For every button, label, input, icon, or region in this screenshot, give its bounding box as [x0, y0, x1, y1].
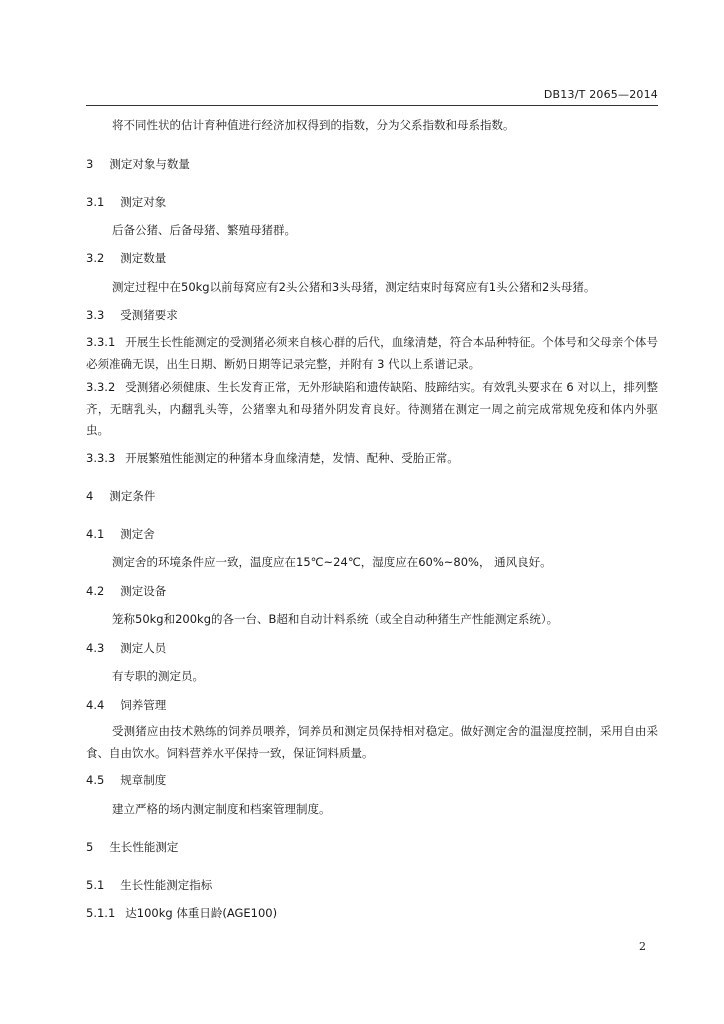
paragraph: 建立严格的场内测定制度和档案管理制度。 [112, 802, 331, 816]
section-title: 测定数量 [120, 251, 167, 265]
section-number: 4 [86, 489, 94, 503]
section-number: 5 [86, 840, 94, 854]
section-title: 生长性能测定 [109, 840, 179, 854]
paragraph: 测定过程中在50kg以前每窝应有2头公猪和3头母猪，测定结束时每窝应有1头公猪和2头母猪。 [112, 280, 596, 294]
clause-3-3-3 [86, 451, 459, 465]
paragraph: 有专职的测定员。 [112, 669, 204, 683]
section-heading-5 [86, 840, 178, 854]
paragraph: 后备公猪、后备母猪、繁殖母猪群。 [112, 223, 296, 237]
section-heading-5-1-1 [86, 906, 277, 920]
clause-number: 3.3.3 [86, 451, 116, 465]
section-number: 4.2 [86, 584, 105, 598]
clause-number: 3.3.1 [86, 335, 116, 349]
section-heading-4-1 [86, 527, 155, 541]
section-number: 5.1 [86, 878, 105, 892]
section-heading-3 [86, 157, 190, 171]
paragraph: 测定舍的环境条件应一致，温度应在15℃~24℃，湿度应在60%~80%， 通风良好。 [112, 555, 552, 569]
standard-code: DB13/T 2065—2014 [543, 88, 658, 101]
section-title: 测定舍 [120, 527, 155, 541]
clause-text: 开展生长性能测定的受测猪必须来自核心群的后代，血缘清楚，符合本品种特征。个体号和父母亲个体号必须准确无误，出生日期、断奶日期等记录完整，并附有 3 代以上系谱记录。 [86, 335, 658, 371]
section-title: 规章制度 [120, 773, 167, 787]
section-title: 受测猪要求 [120, 308, 178, 322]
section-number: 4.1 [86, 527, 105, 541]
section-title: 达100kg 体重日龄(AGE100) [125, 906, 278, 920]
section-heading-4-3 [86, 641, 166, 655]
clause-text: 受测猪必须健康、生长发育正常，无外形缺陷和遗传缺陷、肢蹄结实。有效乳头要求在 6 对以上，排列整齐，无瞎乳头，内翻乳头等，公猪睾丸和母猪外阴发育良好。待测猪在测定一周之前完成常规免疫和体内外驱虫。 [86, 380, 658, 437]
section-heading-4-4 [86, 698, 166, 712]
section-heading-4-5 [86, 773, 166, 787]
section-heading-4 [86, 489, 155, 503]
page-number: 2 [639, 940, 646, 953]
section-number: 5.1.1 [86, 906, 116, 920]
section-number: 4.3 [86, 641, 105, 655]
section-number: 3.1 [86, 195, 105, 209]
section-title: 测定人员 [120, 641, 167, 655]
section-title: 测定条件 [109, 489, 156, 503]
paragraph: 将不同性状的估计育种值进行经济加权得到的指数，分为父系指数和母系指数。 [112, 118, 515, 132]
section-number: 3.3 [86, 308, 105, 322]
section-heading-3-2 [86, 251, 166, 265]
section-heading-5-1 [86, 878, 212, 892]
section-heading-3-1 [86, 195, 166, 209]
clause-3-3-1 [86, 332, 658, 375]
header-rule [86, 105, 658, 106]
clause-3-3-2 [86, 377, 658, 442]
paragraph: 笼称50kg和200kg的各一台、B超和自动计料系统（或全自动种猪生产性能测定系统）。 [112, 612, 559, 626]
section-number: 3.2 [86, 251, 105, 265]
section-heading-3-3 [86, 308, 178, 322]
section-number: 4.4 [86, 698, 105, 712]
paragraph: 受测猪应由技术熟练的饲养员喂养，饲养员和测定员保持相对稳定。做好测定舍的温湿度控制，采用自由采食、自由饮水。饲料营养水平保持一致，保证饲料质量。 [86, 724, 658, 760]
section-title: 测定对象与数量 [109, 157, 190, 171]
section-title: 生长性能测定指标 [120, 878, 213, 892]
section-title: 测定对象 [120, 195, 167, 209]
section-number: 3 [86, 157, 94, 171]
section-title: 饲养管理 [120, 698, 167, 712]
section-title: 测定设备 [120, 584, 167, 598]
section-heading-4-2 [86, 584, 166, 598]
section-number: 4.5 [86, 773, 105, 787]
clause-number: 3.3.2 [86, 380, 116, 394]
clause-text: 开展繁殖性能测定的种猪本身血缘清楚，发情、配种、受胎正常。 [125, 451, 459, 465]
